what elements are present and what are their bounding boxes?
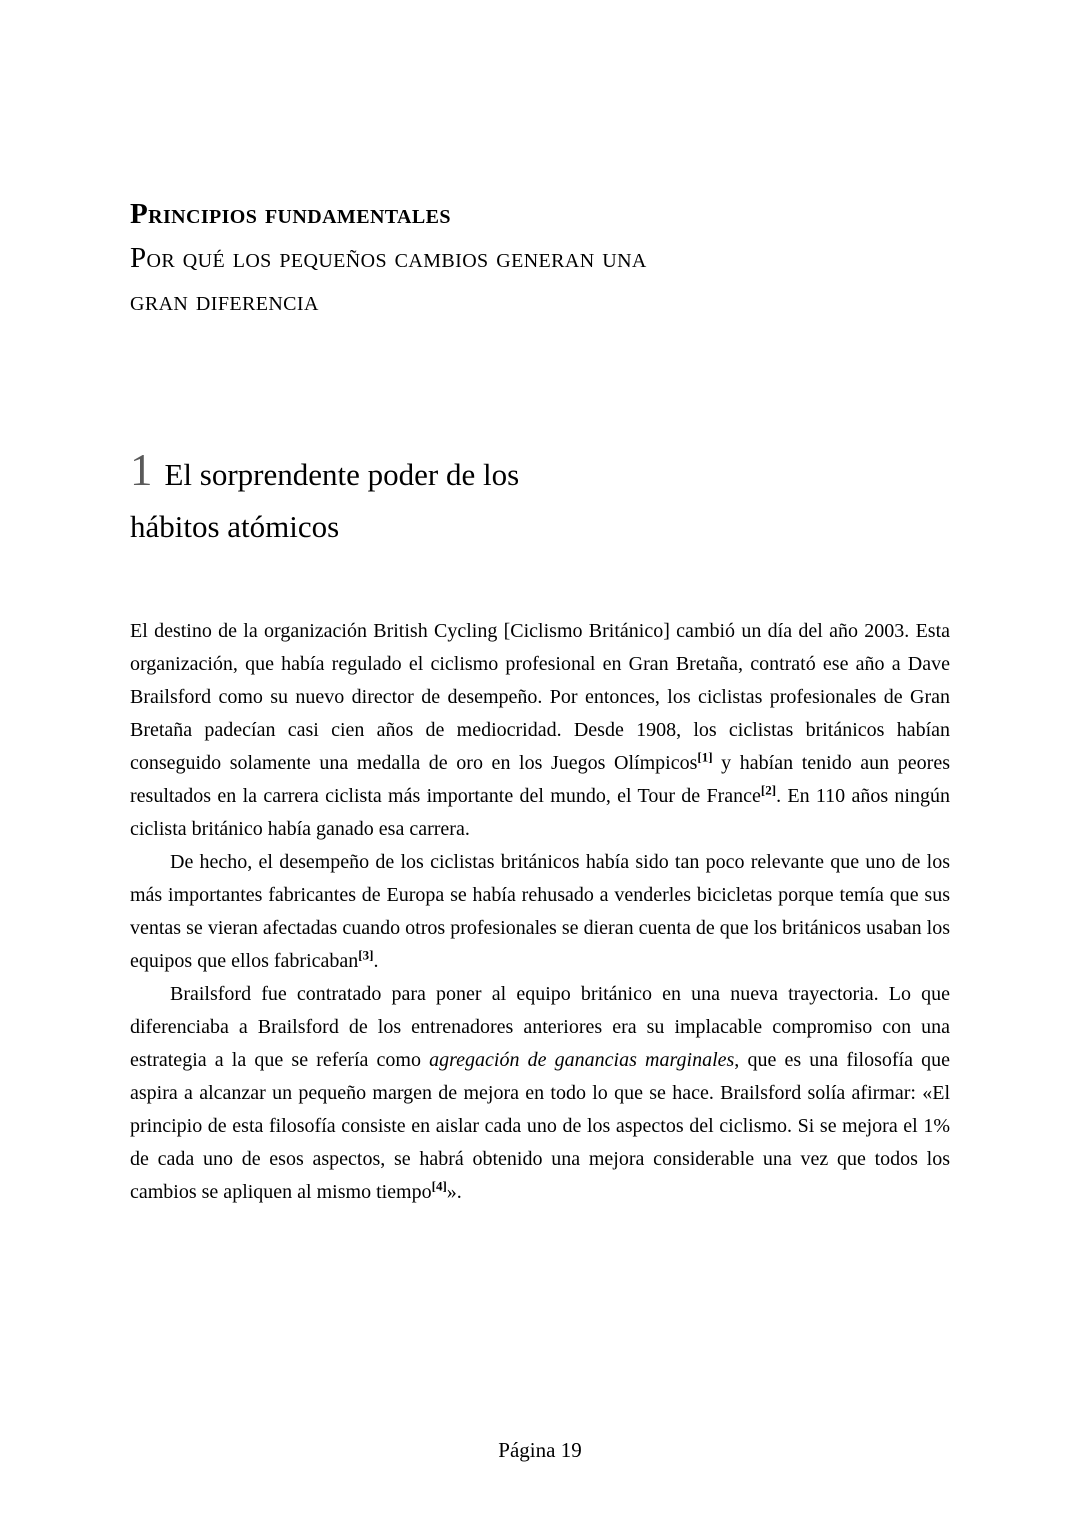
text-run: ». [446,1180,462,1203]
text-run: Brailsford fue contratado para poner al equipo británico en una nueva trayectoria. Lo que diferenciaba a Brailsford de los entrenadores anteriores era su implacable compromiso con una estrategia a la que se refería como [130,982,950,1071]
text-run: y habían tenido aun peores resultados en la carrera ciclista más importante del mundo, el Tour de France [130,751,950,807]
chapter-title-text: El sorprendente poder de los [164,456,520,492]
paragraph [130,615,950,846]
text-run: . [373,949,379,972]
chapter-title-line-2: hábitos atómicos [130,508,340,544]
text-run: El destino de la organización British Cycling [Ciclismo Británico] cambió un día del año 2003. Esta organización, que había regulado el ciclismo profesional en Gran Bretaña, contrató ese año a Dave Brailsford como su nuevo director de desempeño. Por entonces, los ciclistas profesionales de Gran Bretaña padecían casi cien años de mediocridad. Desde 1908, los ciclistas británicos habían conseguido solamente una medalla de oro en los Juegos Olímpicos [130,619,950,774]
chapter-number: 1 [130,444,153,495]
section-header [130,193,950,324]
footnote-ref: [3] [358,946,374,962]
section-subtitle-line-1: Por qué los pequeños cambios generan una [130,241,647,274]
text-run: . En 110 años ningún ciclista británico había ganado esa carrera. [130,784,950,840]
footnote-ref: [1] [697,748,713,764]
italic-text: agregación de ganancias marginales [429,1048,735,1071]
section-title: Principios fundamentales [130,198,451,230]
footnote-ref: [2] [760,781,777,797]
section-subtitle-line-2: gran diferencia [130,285,319,317]
chapter-heading [130,444,950,553]
footnote-ref: [4] [431,1177,447,1193]
text-run: De hecho, el desempeño de los ciclistas británicos había sido tan poco relevante que uno de los más importantes fabricantes de Europa se había rehusado a venderles bicicletas porque temía que sus ventas se vieran afectadas cuando otros profesionales se dieran cuenta de que los británicos usaban los equipos que ellos fabricaban [130,850,950,972]
paragraph [130,846,950,978]
paragraph [130,978,950,1209]
page-number-footer: Página 19 [498,1438,582,1462]
chapter-title-line-1 [130,444,950,501]
text-run: , que es una filosofía que aspira a alcanzar un pequeño margen de mejora en todo lo que se hace. Brailsford solía afirmar: «El principio de esta filosofía consiste en aislar cada uno de los aspectos del ciclismo. Si se mejora el 1% de cada uno de esos aspectos, se habrá obtenido una mejora considerable una vez que todos los cambios se apliquen al mismo tiempo [130,1048,950,1203]
body-text [130,615,950,1209]
